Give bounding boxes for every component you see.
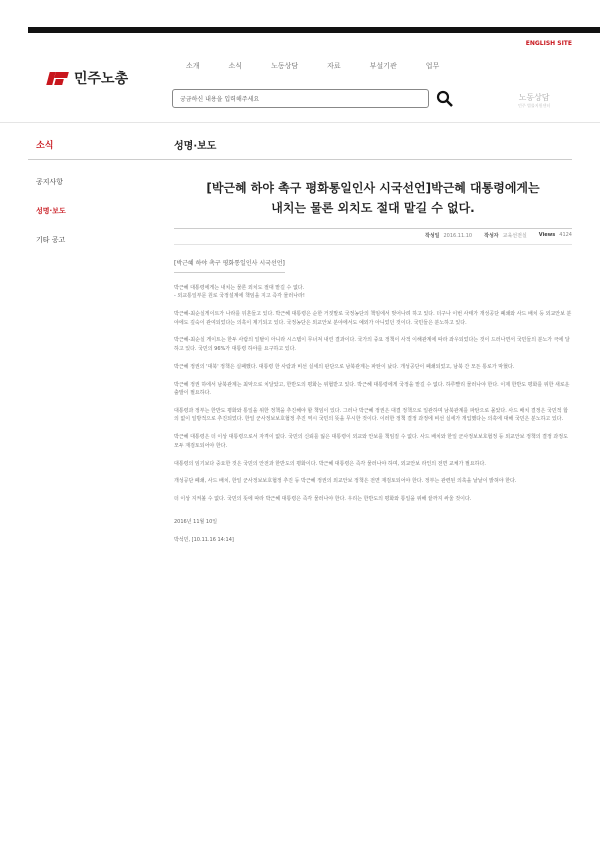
article-body [174, 260, 572, 553]
search-icon[interactable] [436, 90, 454, 108]
paragraph: 박근혜-최순실게이트가 나라를 뒤흔들고 있다. 박근혜 대통령은 순한 거짓말로 국정농단의 책임에서 벗어나려 하고 있다. 더구나 이번 사태가 개성공단 폐쇄와 사드 배치 등 외교안보 분야에도 깊숙이 관여되었다는 의혹이 제기되고 있다. 국정농단은 외교안보 분야에서도 예외가 아니었던 것이다. 국민들은 분노하고 있다. [174, 310, 572, 326]
sidebar-item-notice[interactable]: 공지사항 [36, 178, 64, 186]
search-input[interactable]: 궁금하신 내용을 입력해주세요 [172, 89, 429, 108]
english-site-link[interactable]: ENGLISH SITE [525, 40, 572, 47]
sidebar-nav [36, 177, 66, 264]
article-date: 2016년 11월 10일 [174, 518, 218, 525]
paragraph: 박근혜 정권 하에서 남북관계는 최악으로 치달았고, 한반도의 평화는 위협받고 있다. 박근혜 대통령에게 국정을 맡길 수 없다. 하루빨리 물러나야 한다. 이제 한반도 평화를 위한 새로운 출발이 필요하다. [174, 381, 570, 397]
paragraph: 박근혜-최순실 게이트는 한두 사람의 일탈이 아니라 시스템이 무너져 내린 결과이다. 국가의 중요 정책이 사적 이해관계에 따라 좌우되었다는 것이 드러나면서 국민들의 분노가 극에 달하고 있다. 국민의 96%가 대통령 하야를 요구하고 있다. [174, 337, 570, 352]
author-label: 작성자 [484, 233, 499, 239]
paragraph: 박근혜 대통령은 더 이상 대통령으로서 자격이 없다. 국민의 신뢰를 잃은 대통령이 외교와 안보를 책임질 수 없다. 사드 배치와 한일 군사정보보호협정 등 외교안보 정책의 결정 과정도 모두 재검토되어야 한다. [174, 434, 568, 449]
labor-counsel-link[interactable] [518, 92, 550, 109]
logo-icon [48, 71, 70, 86]
sidebar-title: 소식 [36, 141, 54, 151]
main-nav [186, 61, 468, 71]
paragraph: 대통령과 정부는 한반도 평화와 통일을 위한 정책을 추진해야 할 책임이 있다. 그러나 박근혜 정권은 대결 정책으로 일관하며 남북관계를 파탄으로 몰았다. 사드 배치 결정은 국민적 합의 없이 일방적으로 추진되었다. 한일 군사정보보호협정 추진 역시 국민의 뜻을 무시한 것이다. 이러한 정책 결정 과정에 비선 실세가 개입했다는 의혹에 대해 국민은 분노하고 있다. [174, 407, 568, 423]
labor-counsel-title: 노동상담 [518, 93, 550, 102]
post-author: 교육선전실 [502, 233, 527, 239]
nav-item-intro[interactable]: 소개 [186, 62, 200, 70]
nav-item-work[interactable]: 업무 [425, 62, 440, 70]
nav-item-materials[interactable]: 자료 [327, 62, 341, 70]
logo[interactable] [48, 68, 128, 88]
views-label: Views [538, 232, 556, 238]
article-heading: [박근혜 하야 촉구 평화통일인사 시국선언] [174, 260, 285, 273]
nav-item-affiliates[interactable]: 부설기관 [369, 62, 397, 70]
top-bar [28, 27, 600, 33]
article-meta [425, 232, 572, 239]
article-title [174, 178, 572, 218]
page-title: 성명·보도 [174, 141, 217, 152]
paragraph: 개성공단 폐쇄, 사드 배치, 한일 군사정보보호협정 추진 등 박근혜 정권의 외교안보 정책은 전면 재검토되어야 한다. 정부는 관련된 의혹을 낱낱이 밝혀야 한다. [174, 478, 517, 485]
paragraph: 박근혜 정권의 '대북' 정책은 실패했다. 대통령 한 사람과 비선 실세의 판단으로 남북관계는 파탄이 났다. 개성공단이 폐쇄되었고, 남북 간 모든 통로가 막혔다. [174, 363, 515, 370]
signature: 박석민, [10.11.16 14:14] [174, 536, 234, 543]
labor-counsel-subtitle: 민주 법률지원센터 [518, 103, 551, 108]
nav-item-counsel[interactable]: 노동상담 [271, 62, 299, 70]
sidebar-item-other[interactable]: 기타 공고 [36, 236, 66, 244]
article-title-line1: [박근혜 하야 촉구 평화통일인사 시국선언]박근혜 대통령에게는 [206, 181, 540, 195]
paragraph: 박근혜 대통령에게는 내치는 물론 외치도 절대 맡길 수 없다. - 외교통일부문 원로 국정설계에 책임을 지고 즉각 물러나라! [174, 284, 305, 300]
view-count: 4124 [559, 232, 572, 238]
date-label: 작성일 [424, 233, 440, 239]
paragraph: 더 이상 지켜볼 수 없다. 국민의 뜻에 따라 박근혜 대통령은 즉각 물러나야 한다. 우리는 한반도의 평화와 통일을 위해 끝까지 싸울 것이다. [174, 496, 472, 503]
post-date: 2016.11.10 [443, 233, 473, 239]
logo-text: 민주노총 [74, 71, 129, 87]
paragraph: 대통령의 임기보다 중요한 것은 국민의 안전과 한반도의 평화이다. 박근혜 대통령은 즉각 물러나야 하며, 외교안보 라인의 전면 교체가 필요하다. [174, 460, 486, 467]
sidebar-item-statements[interactable]: 성명·보도 [36, 207, 66, 215]
nav-item-news[interactable]: 소식 [228, 62, 243, 70]
article-title-line2: 내치는 물론 외치도 절대 맡길 수 없다. [271, 201, 475, 215]
